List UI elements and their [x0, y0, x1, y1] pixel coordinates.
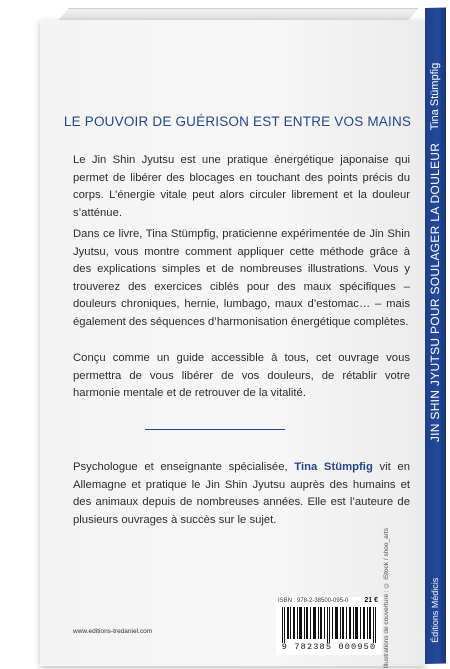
section-divider — [145, 429, 285, 430]
barcode-image — [280, 607, 378, 643]
barcode-digits: 9 782385 000950 — [281, 642, 377, 652]
author-bio-rest: vit en Allemagne et pratique le Jin Shin Jyutsu auprès des humains et des animaux depuis de nombreuses années. Elle est l’auteure de plusieurs ouvrages à succès sur le sujet. — [73, 461, 410, 526]
illustration-credits: Illustrations de couverture : © iStock / shoo_arts — [383, 528, 390, 669]
publisher-website: www.editions-tredaniel.com — [73, 628, 153, 635]
author-bio-intro: Psychologue et enseignante spécialisée, — [73, 461, 295, 473]
book-spine — [425, 7, 446, 664]
description-paragraph-3: Conçu comme un guide accessible à tous, cet ouvrage vous permettra de vous libérer de vos douleurs, de rétablir votre harmonie mentale et de retrouver de la vitalité. — [73, 352, 410, 400]
description-paragraph-2: Dans ce livre, Tina Stümpfig, praticienne expérimentée de Jin Shin Jyutsu, vous montre comment appliquer cette méthode grâce à des explications simples et de nombreuses illustrations. Vous y trouverez des exercices ciblés pour des maux spécifiques – douleurs chroniques, hernie, lumbago, maux d’estomac… – mais également des séquences d’harmonisation énergétique complètes. — [73, 228, 410, 328]
spine-author-container — [429, 63, 441, 131]
illustration-credits-container — [383, 528, 390, 668]
isbn-barcode-block — [276, 597, 382, 655]
back-cover-headline: LE POUVOIR DE GUÉRISON EST ENTRE VOS MAINS — [63, 114, 412, 129]
spine-publisher-container — [430, 578, 440, 643]
spine-publisher: Éditions Médicis — [430, 577, 440, 643]
spine-title: JIN SHIN JYUTSU POUR SOULAGER LA DOULEUR — [428, 142, 442, 443]
author-bio — [73, 459, 410, 529]
spine-title-container — [428, 143, 442, 443]
isbn-label: ISBN : 978-2-38500-095-0 — [278, 598, 349, 604]
author-bio-name: Tina Stümpfig — [294, 461, 373, 473]
price-label: 21 € — [364, 597, 378, 604]
spine-author: Tina Stümpfig — [429, 62, 441, 131]
description-paragraph-1: Le Jin Shin Jyutsu est une pratique énergétique japonaise qui permet de libérer des blocages en touchant des points précis du corps. L’énergie vitale peut alors circuler librement et la douleur s’atténue. — [73, 154, 410, 219]
